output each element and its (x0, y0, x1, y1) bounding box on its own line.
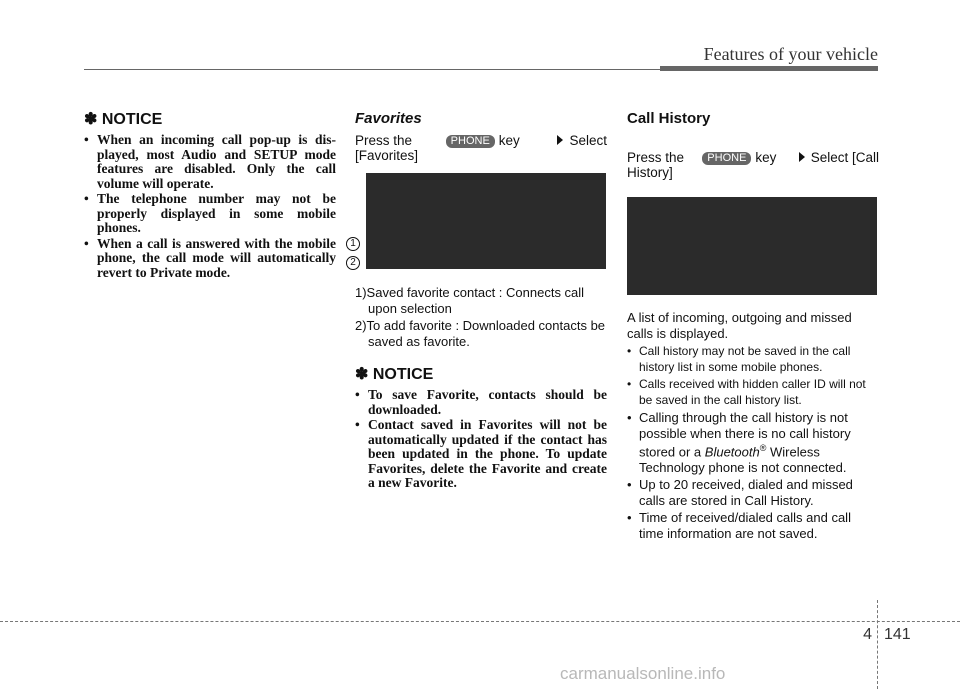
page-number: 141 (884, 626, 911, 643)
call-history-note: • Calling through the call history is not possible when there is no call history stored or a Bluetooth® Wireless Technology phone is not connected. (627, 410, 851, 475)
footer-rule (0, 621, 960, 622)
call-history-screen-image (627, 197, 877, 295)
phone-key-badge: PHONE (702, 152, 751, 165)
call-history-note: • Up to 20 received, dialed and missed calls are stored in Call History. (627, 477, 853, 508)
notice-heading: ✽ NOTICE (355, 366, 434, 383)
favorites-list-item: 1)Saved favorite contact : Connects call upon selection (355, 285, 585, 316)
notice-heading: ✽ NOTICE (84, 111, 163, 128)
call-history-notes (627, 344, 879, 541)
call-history-note: • Call history may not be saved in the call history list in some mobile phones. (627, 344, 851, 374)
call-history-target: History] (627, 165, 673, 180)
running-header: Features of your vehicle (703, 44, 878, 64)
favorites-list-item: 2)To add favorite : Downloaded contacts be saved as favorite. (355, 318, 606, 349)
footer-divider (877, 600, 878, 689)
notice-item: • When a call is answered with the mobile phone, the call mode will automatically revert to Private mode. (84, 235, 336, 280)
favorites-screen-image (366, 173, 606, 269)
notice-item: • To save Favorite, contacts should be downloaded. (355, 387, 607, 417)
watermark: carmanualsonline.info (560, 664, 726, 683)
call-history-intro: A list of incoming, outgoing and missed calls is displayed. (627, 310, 852, 341)
notice-item: • The telephone number may not be properly displayed in some mobile phones. (84, 191, 336, 235)
favorites-details (355, 285, 607, 492)
callout-marker: 1 (346, 237, 360, 251)
call-history-note: • Calls received with hidden caller ID will not be saved in the call history list. (627, 377, 866, 407)
call-history-instruction: Press the PHONE key Select [Call (627, 150, 879, 165)
arrow-right-icon (557, 135, 563, 145)
favorites-heading: Favorites (355, 110, 422, 127)
notice-list (84, 133, 336, 280)
callout-marker: 2 (346, 256, 360, 270)
favorites-target: [Favorites] (355, 148, 419, 163)
arrow-right-icon (799, 152, 805, 162)
notice-list (355, 388, 607, 491)
notice-item: • When an incoming call pop-up is displayed, most Audio and SETUP mode features are disabled. Only the call volume will operate. (84, 132, 336, 191)
notice-column (84, 112, 336, 281)
call-history-heading: Call History (627, 110, 711, 127)
header-rule-accent (660, 66, 878, 71)
call-history-column (627, 111, 879, 180)
favorites-list (355, 285, 607, 349)
chapter-number: 4 (863, 626, 872, 643)
call-history-note: • Time of received/dialed calls and call time information are not saved. (627, 510, 851, 541)
favorites-column (355, 111, 607, 163)
phone-key-badge: PHONE (446, 135, 495, 148)
notice-item: • Contact saved in Favorites will not be automatically updated if the contact has been updated in the phone. To update Favorites, delete the Favorite and create a new Favorite. (355, 417, 607, 490)
call-history-details (627, 310, 879, 543)
favorites-instruction: Press the PHONE key Select (355, 133, 607, 148)
